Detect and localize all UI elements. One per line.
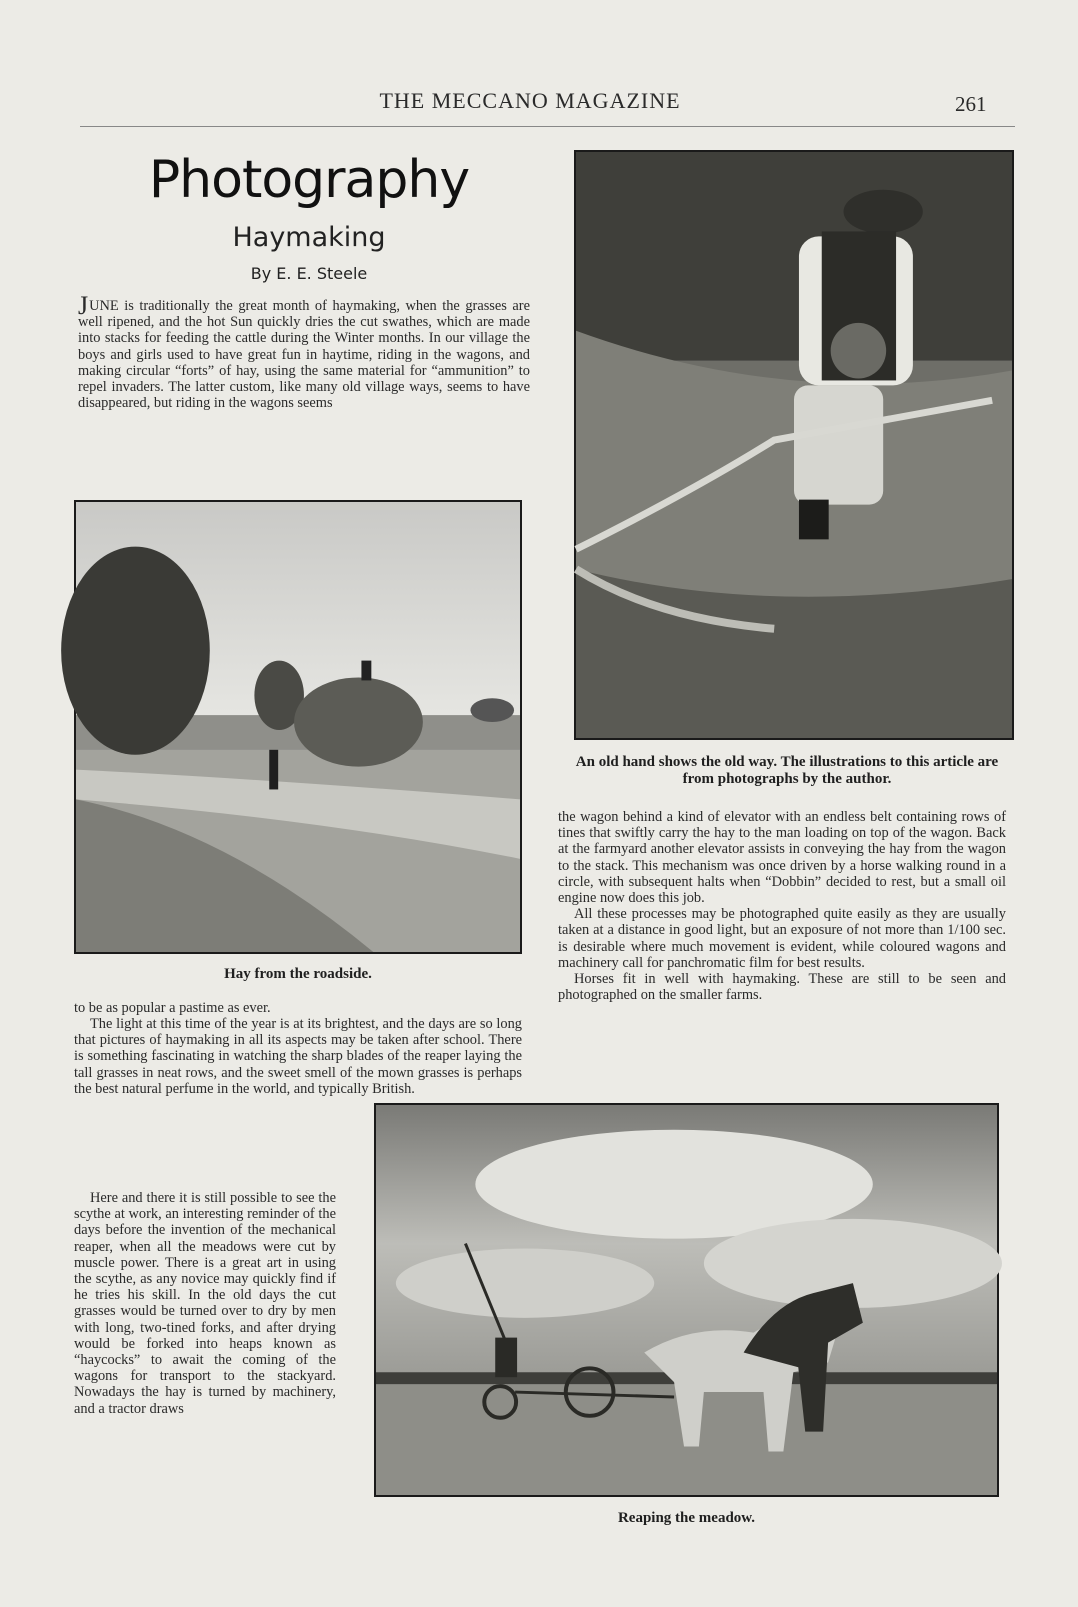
paragraph-three-text: Here and there it is still possible to see the scythe at work, an interesting reminder of the days before the invention of the mechanical reaper, when all the meadows were cut by muscle power. There is a great art in using the scythe, as any novice may quickly find if he tries his skill. In the old days the cut grasses would be turned over to dry by men with long, two-tined forks, and after drying would be forked into heaps known as “haycocks” to await the coming of the wagons for transport to the stackyard. Nowadays the hay is turned by machinery, and a tractor draws [74, 1190, 336, 1417]
paragraph-two-narrow [74, 1068, 336, 1198]
article-title: Photography [148, 150, 470, 210]
article-subtitle: Haymaking [232, 222, 386, 253]
article-byline: By E. E. Steele [250, 264, 368, 283]
caption-scythe: An old hand shows the old way. The illustrations to this article are from photographs by the author. [575, 754, 999, 787]
caption-reaping-meadow: Reaping the meadow. [617, 1510, 756, 1526]
intro-text: UNE is traditionally the great month of haymaking, when the grasses are well ripened, and the hot Sun quickly dries the cut swathes, which are made into stacks for feeding the cattle during the Winter months. In our village the boys and girls used to have great fun in haytime, riding in the wagons, and making circular “forts” of hay, using the same material for “ammunition” to repel invaders. The latter custom, like many old village ways, seems to have disappeared, but riding in the wagons seems [78, 298, 530, 412]
right-paragraph-two: All these processes may be photographed quite easily as they are usually taken at a distance in good light, but an exposure of not more than 1/100 sec. is desirable where much movement is evident, while coloured wagons and machinery call for panchromatic film for best results. [558, 906, 1006, 971]
photo-reaping-meadow [374, 1103, 999, 1497]
paragraph-two-wide [74, 1016, 522, 1097]
drop-cap: J [78, 291, 89, 320]
page-number: 261 [955, 92, 987, 116]
left-column-continued [74, 1000, 522, 1016]
intro-paragraph [78, 291, 530, 412]
right-paragraph-one: the wagon behind a kind of elevator with an endless belt containing rows of tines that swiftly carry the hay to the man loading on top of the wagon. Back at the farmyard another elevator assists in conveying the hay from the wagon to the stack. This mechanism was once driven by a horse walking round in a circle, with subsequent halts when “Dobbin” decided to rest, but a small oil engine now does this job. [558, 809, 1006, 907]
right-paragraph-three: Horses fit in well with haymaking. These are still to be seen and photographed on the smaller farms. [558, 971, 1006, 1004]
photo-scythe [574, 150, 1014, 740]
caption-hay-roadside: Hay from the roadside. [224, 966, 372, 982]
header-rule [80, 126, 1015, 127]
magazine-title: THE MECCANO MAGAZINE [379, 88, 681, 113]
photo-hay-roadside [74, 500, 522, 954]
paragraph-two: The light at this time of the year is at its brightest, and the days are so long that pictures of haymaking in all its aspects may be taken after school. There is something fascinating in watching the sharp blades of the reaper laying the tall grasses in neat rows, and the sweet smell of the mown grasses is perhaps the best natural perfume in the world, and typically British. [74, 1016, 522, 1097]
paragraph-three [74, 1190, 336, 1417]
continue-text: to be as popular a pastime as ever. [74, 1000, 271, 1016]
right-column-text [558, 809, 1006, 1003]
